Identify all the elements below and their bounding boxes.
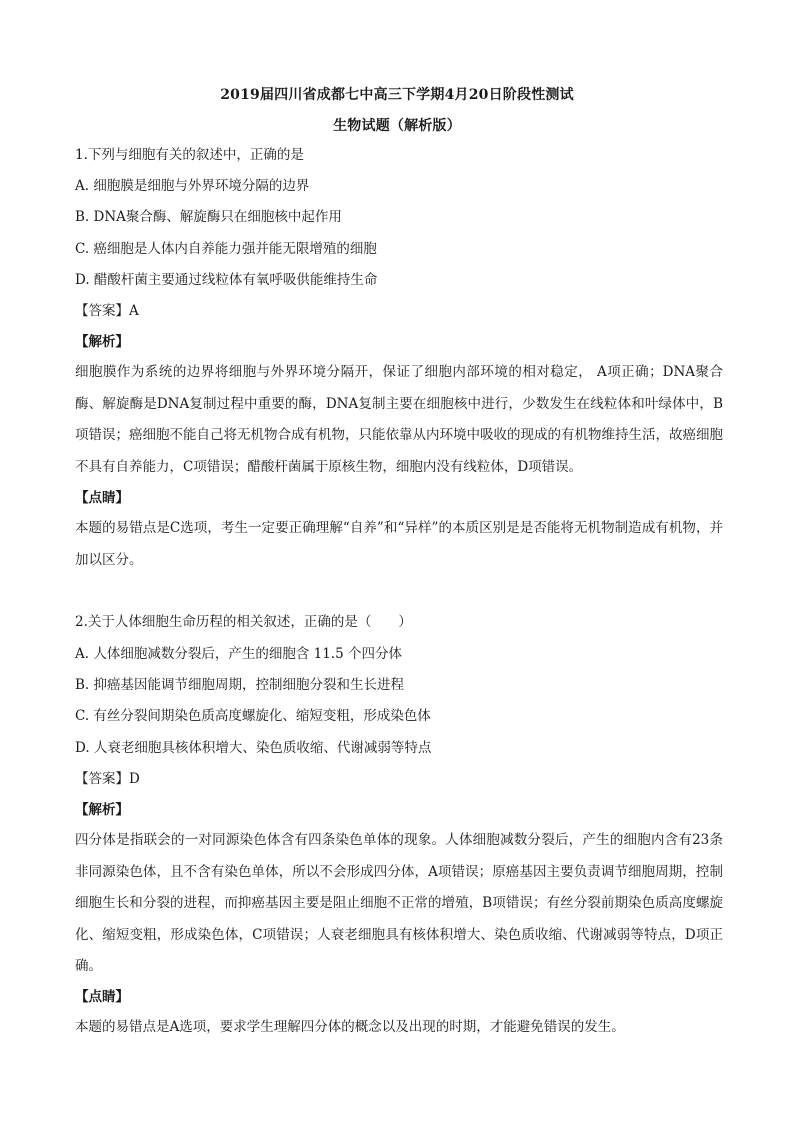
question-2-answer: 【答案】D <box>75 771 140 787</box>
question-1-option-d: D. 醋酸杆菌主要通过线粒体有氧呼吸供能维持生命 <box>75 272 378 288</box>
question-2-option-a: A. 人体细胞减数分裂后，产生的细胞含 11.5 个四分体 <box>75 646 402 662</box>
question-1-answer: 【答案】A <box>75 303 139 319</box>
question-1-option-b: B. DNA聚合酶、解旋酶只在细胞核中起作用 <box>75 209 342 225</box>
document-title: 2019届四川省成都七中高三下学期4月20日阶段性测试 <box>220 87 574 103</box>
document-subtitle: 生物试题（解析版） <box>333 118 461 134</box>
question-1-analysis-label: 【解析】 <box>75 334 129 350</box>
question-1-option-a: A. 细胞膜是细胞与外界环境分隔的边界 <box>75 178 310 194</box>
question-2-analysis: 四分体是指联会的一对同源染色体含有四条染色单体的现象。人体细胞减数分裂后，产生的细胞内含有23条非同源染色体，且不含有染色单体，所以不会形成四分体，A项错误；原癌基因主要负责调节细胞周期，控制细胞生长和分裂的进程，而抑癌基因主要是阻止细胞不正常的增殖，B项错误；有丝分裂前期染色质高度螺旋化、缩短变粗，形成染色体，C项错误；人衰老细胞具有核体积增大、染色质收缩、代谢减弱等特点，D项正确。 <box>75 832 723 974</box>
question-1-analysis: 细胞膜作为系统的边界将细胞与外界环境分隔开，保证了细胞内部环境的相对稳定， A项正确；DNA聚合酶、解旋酶是DNA复制过程中重要的酶，DNA复制主要在细胞核中进行，少数发生在线粒体和叶绿体中，B项错误；癌细胞不能自己将无机物合成有机物，只能依靠从内环境中吸收的现成的有机物维持生活，故癌细胞不具有自养能力，C项错误；醋酸杆菌属于原核生物，细胞内没有线粒体，D项错误。 <box>75 364 723 475</box>
question-1-note-label: 【点睛】 <box>75 490 129 506</box>
question-2-option-d: D. 人衰老细胞具核体积增大、染色质收缩、代谢减弱等特点 <box>75 740 432 756</box>
question-2-note: 本题的易错点是A选项，要求学生理解四分体的概念以及出现的时期，才能避免错误的发生。 <box>75 1019 625 1035</box>
question-2-stem: 2.关于人体细胞生命历程的相关叙述，正确的是（ ） <box>75 614 412 630</box>
question-2-option-c: C. 有丝分裂间期染色质高度螺旋化、缩短变粗，形成染色体 <box>75 708 431 724</box>
question-1-stem: 1.下列与细胞有关的叙述中，正确的是 <box>75 147 304 163</box>
question-1-option-c: C. 癌细胞是人体内自养能力强并能无限增殖的细胞 <box>75 241 377 257</box>
question-2-analysis-label: 【解析】 <box>75 802 129 818</box>
question-2-option-b: B. 抑癌基因能调节细胞周期，控制细胞分裂和生长进程 <box>75 677 405 693</box>
question-2-note-label: 【点睛】 <box>75 989 129 1005</box>
question-1-note: 本题的易错点是C选项，考生一定要正确理解“自养”和“异样”的本质区别是是否能将无机物制造成有机物，并加以区分。 <box>75 520 723 568</box>
